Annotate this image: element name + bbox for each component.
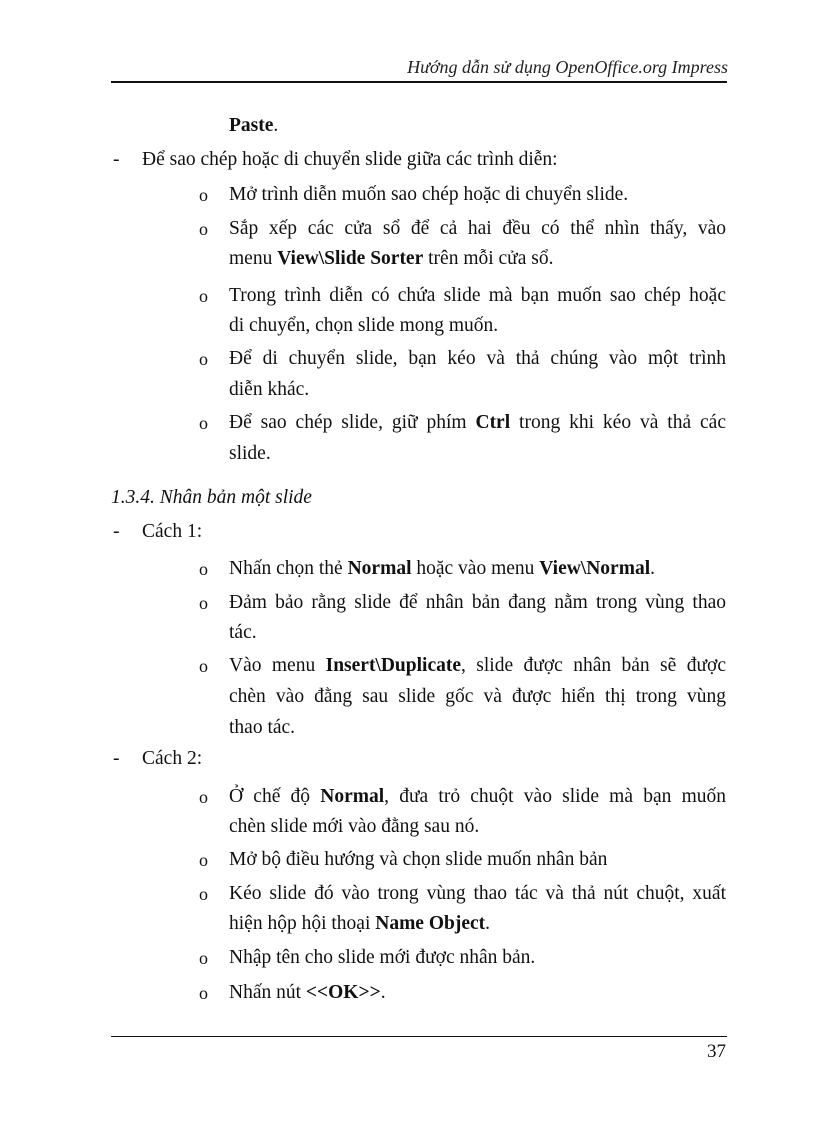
list-item: Kéo slide đó vào trong vùng thao tác và thả nút chuột, xuất xyxy=(229,883,726,904)
text-run: hoặc vào menu xyxy=(411,558,540,579)
list-item-continuation: thao tác. xyxy=(229,717,296,738)
list-marker: o xyxy=(199,850,208,870)
tab-normal-ref: Normal xyxy=(347,558,412,579)
list-item xyxy=(229,652,726,680)
method-2-label: Cách 2: xyxy=(142,748,203,769)
list-item xyxy=(229,409,726,437)
text-run: Nhấn chọn thẻ xyxy=(229,558,348,579)
footer-rule xyxy=(111,1036,727,1037)
list-item: Sắp xếp các cửa sổ để cả hai đều có thể nhìn thấy, vào xyxy=(229,218,726,239)
text-run: . xyxy=(380,982,386,1003)
list-marker: o xyxy=(199,413,208,433)
text-run: trong khi kéo và thả các xyxy=(510,412,726,433)
page-number: 37 xyxy=(707,1041,726,1062)
header-title: Hướng dẫn sử dụng OpenOffice.org Impress xyxy=(407,57,728,77)
text-run: menu xyxy=(229,248,278,269)
key-ctrl: Ctrl xyxy=(475,412,511,433)
list-item-continuation xyxy=(229,910,490,938)
list-item-continuation: slide. xyxy=(229,443,271,464)
header-rule xyxy=(111,81,727,83)
list-item-continuation: chèn slide mới vào đằng sau nó. xyxy=(229,816,480,837)
paste-tail: . xyxy=(273,115,279,136)
text-run: , đưa trỏ chuột vào slide mà bạn muốn xyxy=(384,786,726,807)
list-marker: o xyxy=(199,983,208,1003)
list-item-continuation xyxy=(229,245,554,273)
text-run: Vào menu xyxy=(229,655,326,676)
paste-line xyxy=(229,112,278,140)
section-copy-move-text: Để sao chép hoặc di chuyển slide giữa các trình diễn: xyxy=(142,149,558,170)
list-item-continuation: chèn vào đằng sau slide gốc và được hiển thị trong vùng xyxy=(229,686,726,707)
list-marker: o xyxy=(199,185,208,205)
list-item: Trong trình diễn có chứa slide mà bạn muốn sao chép hoặc xyxy=(229,285,726,306)
text-run: Ở chế độ xyxy=(229,786,321,807)
list-item-continuation: di chuyển, chọn slide mong muốn. xyxy=(229,315,499,336)
list-marker: o xyxy=(199,219,208,239)
text-run: . xyxy=(485,913,491,934)
list-marker: o xyxy=(199,559,208,579)
text-run: hiện hộp hội thoại xyxy=(229,913,376,934)
list-item: Mở bộ điều hướng và chọn slide muốn nhân bản xyxy=(229,849,608,870)
list-item-continuation: tác. xyxy=(229,622,257,643)
menu-path-view-normal: View\Normal xyxy=(539,558,651,579)
list-marker: o xyxy=(199,656,208,676)
text-run: Nhấn nút xyxy=(229,982,306,1003)
text-run: Để sao chép slide, giữ phím xyxy=(229,412,476,433)
list-marker: o xyxy=(199,787,208,807)
list-item: Mở trình diễn muốn sao chép hoặc di chuyển slide. xyxy=(229,184,629,205)
text-run: . xyxy=(650,558,656,579)
paste-bold: Paste xyxy=(229,115,274,136)
list-marker: o xyxy=(199,948,208,968)
list-item-continuation: diễn khác. xyxy=(229,379,310,400)
menu-path-view-slide-sorter: View\Slide Sorter xyxy=(277,248,424,269)
list-item: Để di chuyển slide, bạn kéo và thả chúng vào một trình xyxy=(229,348,726,369)
dash-bullet: - xyxy=(113,149,120,170)
section-subheading: 1.3.4. Nhân bản một slide xyxy=(111,487,312,508)
text-run: , slide được nhân bản sẽ được xyxy=(461,655,726,676)
list-item xyxy=(229,783,726,811)
dash-bullet: - xyxy=(113,521,120,542)
list-item: Nhập tên cho slide mới được nhân bản. xyxy=(229,947,536,968)
menu-path-insert-duplicate: Insert\Duplicate xyxy=(325,655,462,676)
dialog-name-object-ref: Name Object xyxy=(375,913,486,934)
list-marker: o xyxy=(199,286,208,306)
list-marker: o xyxy=(199,349,208,369)
list-marker: o xyxy=(199,593,208,613)
list-item: Đảm bảo rằng slide để nhân bản đang nằm trong vùng thao xyxy=(229,592,726,613)
list-item xyxy=(229,979,386,1007)
dash-bullet: - xyxy=(113,748,120,769)
method-1-label: Cách 1: xyxy=(142,521,203,542)
text-run: trên mỗi cửa sổ. xyxy=(423,248,554,269)
mode-normal-ref: Normal xyxy=(320,786,385,807)
list-item xyxy=(229,555,655,583)
ok-button-ref: <<OK>> xyxy=(305,982,381,1003)
list-marker: o xyxy=(199,884,208,904)
